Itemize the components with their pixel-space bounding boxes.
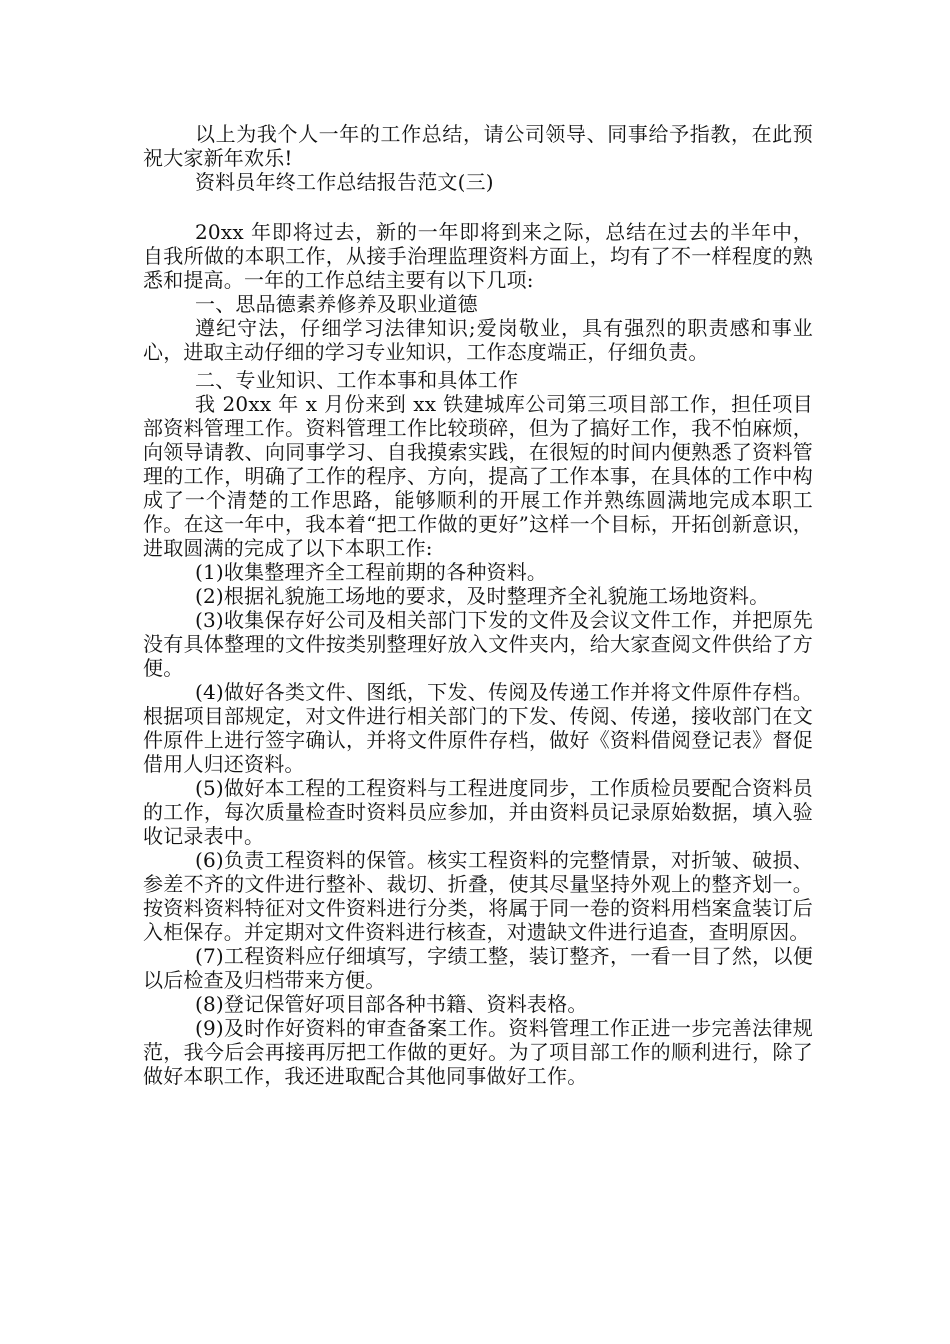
list-item-7: (7)工程资料应仔细填写，字绩工整，装订整齐，一看一目了然，以便以后检查及归档带来方便。 [143, 944, 813, 992]
list-item-9: (9)及时作好资料的审查备案工作。资料管理工作正进一步完善法律规范，我今后会再接再厉把工作做的更好。为了项目部工作的顺利进行，除了做好本职工作，我还进取配合其他同事做好工作。 [143, 1016, 813, 1088]
list-item-8: (8)登记保管好项目部各种书籍、资料表格。 [195, 992, 588, 1016]
list-item-3: (3)收集保存好公司及相关部门下发的文件及会议文件工作，并把原先没有具体整理的文件按类别整理好放入文件夹内，给大家查阅文件供给了方便。 [143, 608, 813, 680]
heading-work: 二、专业知识、工作本事和具体工作 [195, 368, 519, 392]
list-item-6: (6)负责工程资料的保管。核实工程资料的完整情景，对折皱、破损、参差不齐的文件进行整补、裁切、折叠，使其尽量坚持外观上的整齐划一。按资料资料特征对文件资料进行分类，将属于同一卷的资料用档案盒装订后入柜保存。并定期对文件资料进行核查，对遗缺文件进行追查，查明原因。 [143, 848, 813, 944]
ethics-paragraph: 遵纪守法，仔细学习法律知识;爱岗敬业，具有强烈的职责感和事业心，进取主动仔细的学习专业知识，工作态度端正，仔细负责。 [143, 316, 813, 364]
list-item-2: (2)根据礼貌施工场地的要求，及时整理齐全礼貌施工场地资料。 [195, 584, 770, 608]
blank-line [143, 194, 813, 220]
document-body [143, 122, 813, 1088]
intro-paragraph: 20xx 年即将过去，新的一年即将到来之际，总结在过去的半年中，自我所做的本职工作，从接手治理监理资料方面上，均有了不一样程度的熟悉和提高。一年的工作总结主要有以下几项: [143, 220, 813, 292]
list-item-4: (4)做好各类文件、图纸，下发、传阅及传递工作并将文件原件存档。根据项目部规定，对文件进行相关部门的下发、传阅、传递，接收部门在文件原件上进行签字确认，并将文件原件存档，做好《资料借阅登记表》督促借用人归还资料。 [143, 680, 813, 776]
heading-ethics: 一、思品德素养修养及职业道德 [195, 292, 478, 316]
work-paragraph: 我 20xx 年 x 月份来到 xx 铁建城库公司第三项目部工作，担任项目部资料管理工作。资料管理工作比较琐碎，但为了搞好工作，我不怕麻烦，向领导请教、向同事学习、自我摸索实践，在很短的时间内便熟悉了资料管理的工作，明确了工作的程序、方向，提高了工作本事，在具体的工作中构成了一个清楚的工作思路，能够顺利的开展工作并熟练圆满地完成本职工作。在这一年中，我本着“把工作做的更好”这样一个目标，开拓创新意识，进取圆满的完成了以下本职工作: [143, 392, 813, 560]
section-title: 资料员年终工作总结报告范文(三) [195, 170, 494, 194]
list-item-5: (5)做好本工程的工程资料与工程进度同步，工作质检员要配合资料员的工作，每次质量检查时资料员应参加，并由资料员记录原始数据，填入验收记录表中。 [143, 776, 813, 848]
list-item-1: (1)收集整理齐全工程前期的各种资料。 [195, 560, 548, 584]
closing-paragraph: 以上为我个人一年的工作总结，请公司领导、同事给予指教，在此预祝大家新年欢乐! [143, 122, 813, 170]
